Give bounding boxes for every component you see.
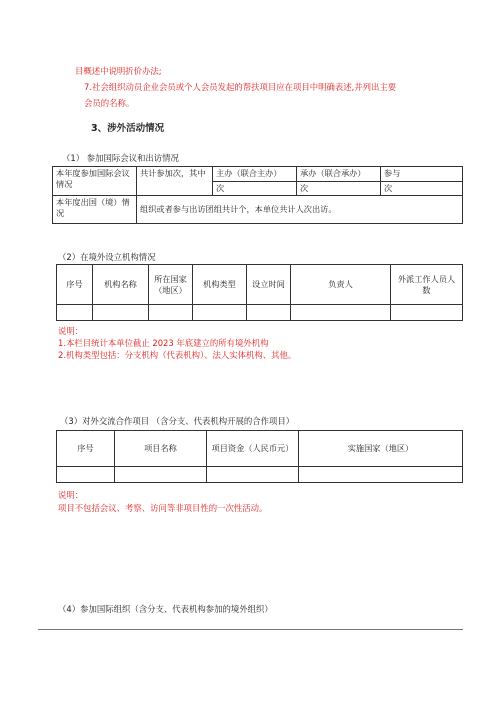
divider [38, 629, 463, 630]
subsection-4-label: （4）参加国际组织（含分支、代表机构参加的境外组织） [58, 604, 273, 614]
note-3-title: 说明： [58, 490, 84, 500]
outbound-row-label: 本年度出国（境）情况 [53, 196, 137, 224]
col-header-project-name: 项目名称 [115, 431, 207, 467]
overseas-institutions-table [56, 264, 463, 321]
intro-line-1: 目概述中说明折价办法; [75, 66, 162, 76]
co-host-count-unit: 次 [297, 182, 381, 196]
host-label: 主办（联合主办） [213, 167, 297, 182]
outbound-value: 组织或者参与出访团组共计个，本单位共计人次出访。 [137, 196, 463, 224]
col-header-project-funds: 项目资金（人民币元） [207, 431, 299, 467]
subsection-1-label: （1） 参加国际会议和出访情况 [62, 153, 179, 163]
subsection-2-label: （2）在境外设立机构情况 [58, 252, 156, 262]
table-cell [193, 305, 247, 321]
section-3-title: 3、涉外活动情况 [91, 123, 165, 134]
meetings-row-label: 本年度参加国际会议情况 [53, 167, 137, 196]
table-cell [115, 467, 207, 483]
table-cell [391, 305, 463, 321]
col-header-institution-name: 机构名称 [93, 265, 149, 305]
intro-line-2: 7.社会组织动员企业会员或个人会员发起的帮扶项目应在项目中明确表述,并列出主要 [84, 82, 397, 92]
table-cell [247, 305, 291, 321]
subsection-3-label: （3）对外交流合作项目 （含分支、代表机构开展的合作项目） [60, 416, 295, 426]
table-cell [207, 467, 299, 483]
col-header-index: 序号 [57, 431, 115, 467]
col-header-staff-count: 外派工作人员人数 [391, 265, 463, 305]
col-header-established: 设立时间 [247, 265, 291, 305]
participate-count-unit: 次 [381, 182, 463, 196]
cooperation-projects-table [56, 430, 463, 483]
international-meetings-table [52, 166, 463, 224]
col-header-country: 实施国家（地区） [299, 431, 463, 467]
table-cell [57, 467, 115, 483]
note-2-line-1: 1.本栏目统计本单位截止 2023 年底建立的所有境外机构 [58, 338, 269, 348]
col-header-country: 所在国家（地区） [149, 265, 193, 305]
col-header-institution-type: 机构类型 [193, 265, 247, 305]
table-cell [149, 305, 193, 321]
meetings-total-text: 共计参加次，其中 [137, 167, 213, 196]
co-host-label: 承办（联合承办） [297, 167, 381, 182]
host-count-unit: 次 [213, 182, 297, 196]
table-cell [291, 305, 391, 321]
table-cell [57, 305, 93, 321]
note-2-title: 说明： [58, 326, 84, 336]
table-cell [93, 305, 149, 321]
table-cell [299, 467, 463, 483]
col-header-person-in-charge: 负责人 [291, 265, 391, 305]
note-3-line-1: 项目不包括会议、考察、访问等非项目性的一次性活动。 [58, 503, 268, 513]
note-2-line-2: 2.机构类型包括：分支机构（代表机构）、法人实体机构、其他。 [58, 350, 297, 360]
intro-line-3: 会员的名称。 [84, 98, 135, 108]
participate-label: 参与 [381, 167, 463, 182]
col-header-index: 序号 [57, 265, 93, 305]
